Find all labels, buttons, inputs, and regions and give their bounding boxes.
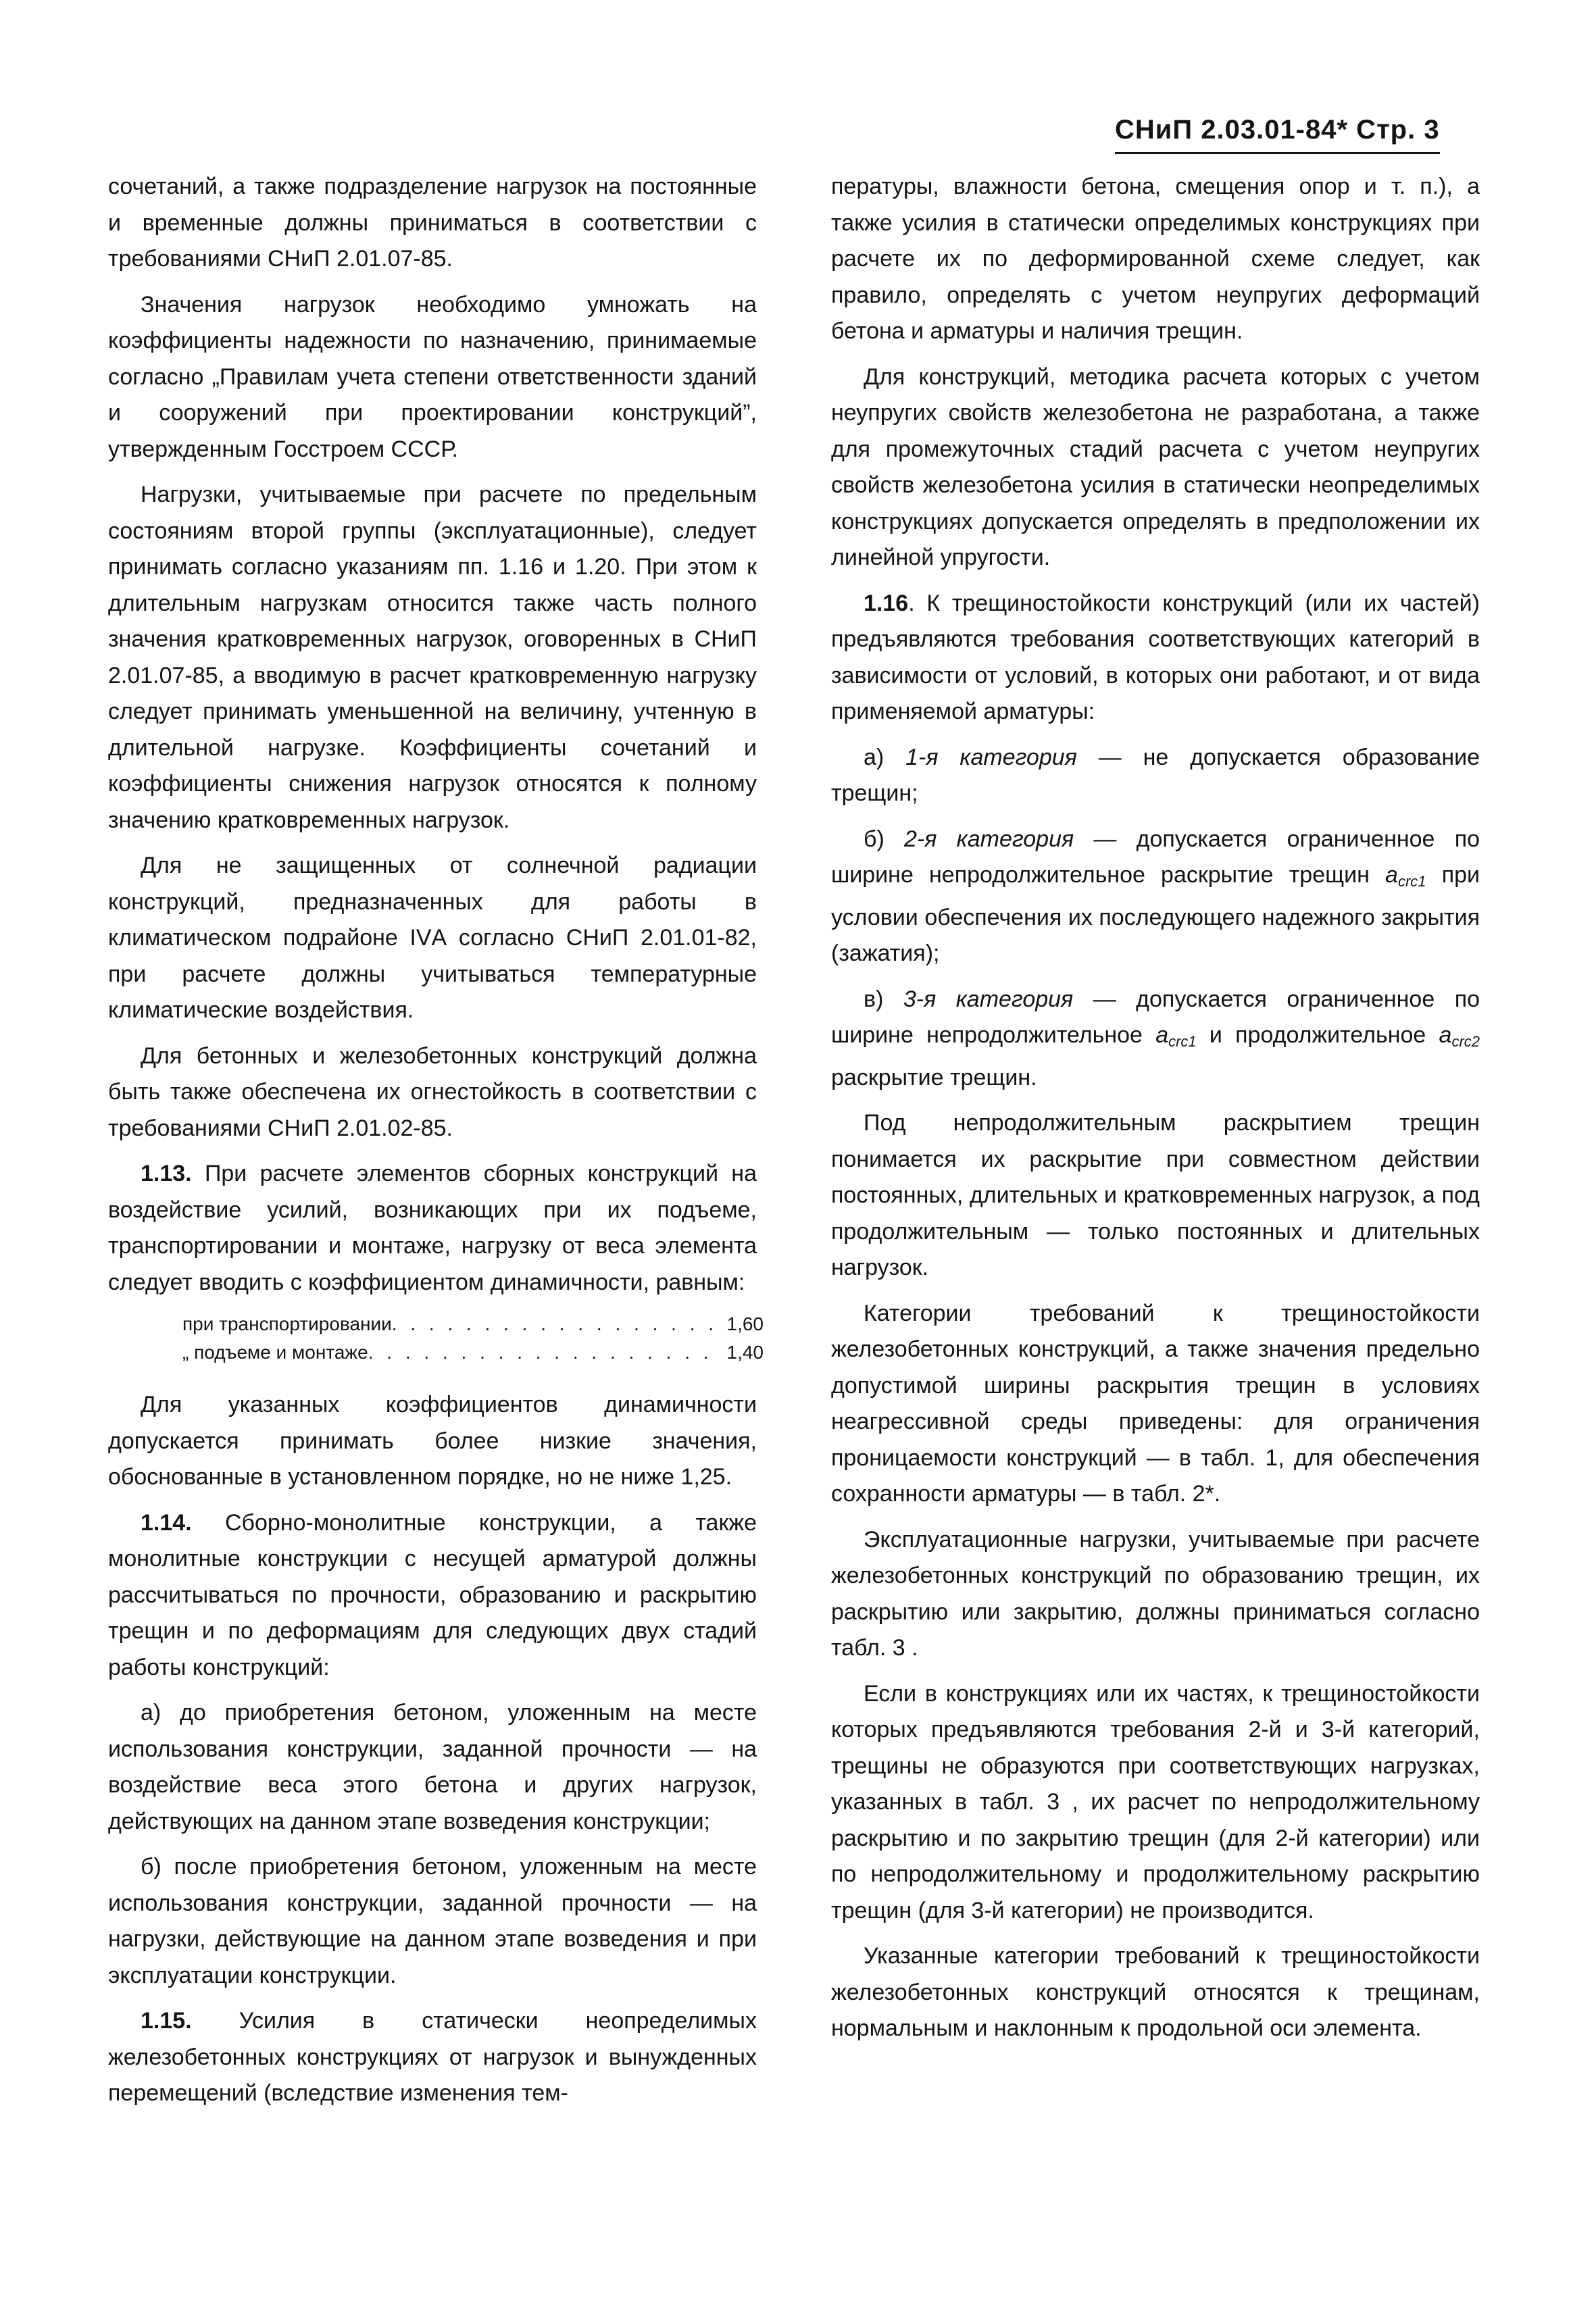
category-term: 1-я категория [905,744,1077,770]
coefficient-row [182,1338,764,1367]
category-term: 2-я категория [904,826,1074,852]
section-1-15 [108,2003,757,2112]
paragraph: Для бетонных и железобетонных конструкций должна быть также обеспечена их огнестойкость в соответствии с требованиями СНиП 2.01.02-85. [108,1042,757,1141]
crack-width-symbol: a [1439,1022,1452,1048]
crack-width-symbol: a [1385,862,1398,888]
section-number: 1.15. [141,2008,192,2034]
left-column [108,169,764,2121]
coefficient-value: 1,60 [726,1313,764,1334]
coefficient-row [182,1310,764,1338]
list-item: б) после приобретения бетоном, уложенным на месте использования конструкции, заданной прочности — на нагрузки, действующие на данном этапе возведения и при эксплуатации конструкции. [108,1854,757,1988]
leader-dots [368,1338,723,1367]
item-text: раскрытие трещин. [831,1064,1037,1090]
paragraph: Эксплуатационные нагрузки, учитываемые при расчете железобетонных конструкций по образованию трещин, их раскрытию или закрытию, должны приниматься согласно табл. 3 . [831,1526,1480,1661]
leader-dots [392,1310,723,1338]
section-text: Сборно-монолитные конструкции, а также монолитные конструкции с несущей арматурой должны рассчитываться по прочности, образованию и раскрытию трещин и по деформациям для следующих двух стадий работы конструкций: [108,1509,757,1680]
section-text: . К трещиностойкости конструкций (или их частей) предъявляются требования соответствующих категорий в зависимости от условий, в которых они работают, и от вида применяемой арматуры: [831,590,1480,724]
item-text: и продолжительное [1209,1022,1426,1048]
section-1-14 [108,1505,757,1686]
paragraph: Для не защищенных от солнечной радиации конструкций, предназначенных для работы в климатическом подрайоне IVА согласно СНиП 2.01.01-82, при расчете должны учитываться температурные климатические воздействия. [108,853,757,1023]
section-1-16 [831,586,1480,730]
item-marker: в) [864,986,884,1012]
paragraph: Указанные категории требований к трещиностойкости железобетонных конструкций относятся к трещинам, нормальным и наклонным к продольной оси элемента. [831,1943,1480,2041]
section-number: 1.14. [141,1509,192,1536]
symbol-subscript: crc1 [1397,873,1426,890]
paragraph: пературы, влажности бетона, смещения опор и т. п.), а также усилия в статически определимых конструкциях при расчете их по деформированной схеме следует, как правило, определять с учетом неупругих деформаций бетона и арматуры и наличия трещин. [831,174,1480,344]
section-number: 1.13. [141,1161,192,1186]
paragraph: сочетаний, а также подразделение нагрузок на постоянные и временные должны приниматься в соответствии с требованиями СНиП 2.01.07-85. [108,174,757,272]
symbol-subscript: crc1 [1168,1033,1197,1050]
coefficient-label: при транспортировании [182,1313,392,1334]
paragraph: Нагрузки, учитываемые при расчете по предельным состояниям второй группы (эксплуатационные), следует принимать согласно указаниям пп. 1.16 и 1.20. При этом к длительным нагрузкам относится также часть полного значения кратковременных нагрузок, оговоренных в СНиП 2.01.07-85, а вводимую в расчет кратковременную нагрузку следует принимать уменьшенной на величину, учтенную в длительной нагрузке. Коэффициенты сочетаний и коэффициенты снижения нагрузок относятся к полному значению кратковременных нагрузок. [108,482,757,833]
page-header: СНиП 2.03.01-84* Стр. 3 [1115,115,1440,154]
list-item: а) до приобретения бетоном, уложенным на месте использования конструкции, заданной прочности — на воздействие веса этого бетона и других нагрузок, действующих на данном этапе возведения конструкции; [108,1700,757,1834]
item-text: при условии обеспечения их последующего надежного закрытия (зажатия); [831,862,1480,966]
section-1-13 [108,1156,757,1301]
paragraph: Если в конструкциях или их частях, к трещиностойкости которых предъявляются требования 2-й и 3-й категорий, трещины не образуются при соответствующих нагрузках, указанных в табл. 3 , их расчет по непродолжительному раскрытию и по закрытию трещин (для 2-й категории) или по непродолжительному и продолжительному раскрытию трещин (для 3-й категории) не производится. [831,1680,1480,1923]
category-item-2 [831,822,1480,972]
right-column [831,169,1480,2057]
section-text: При расчете элементов сборных конструкций на воздействие усилий, возникающих при их подъеме, транспортировании и монтаже, нагрузку от веса элемента следует вводить с коэффициентом динамичности, равным: [108,1161,757,1295]
paragraph: Для конструкций, методика расчета которых с учетом неупругих свойств железобетона не разработана, а также для промежуточных стадий расчета с учетом неупругих свойств железобетона усилия в статически неопределимых конструкциях допускается определять в предположении их линейной упругости. [831,363,1480,570]
coefficient-label: „ подъеме и монтаже [182,1342,368,1363]
category-item-3 [831,982,1480,1097]
coefficient-list [182,1310,764,1367]
paragraph: Значения нагрузок необходимо умножать на коэффициенты надежности по назначению, принимаемые согласно „Правилам учета степени ответственности зданий и сооружений при проектировании конструкций”, утвержденным Госстроем СССР. [108,291,757,462]
section-number: 1.16 [864,590,909,616]
category-item-1 [831,740,1480,812]
item-text: — допускается ограниченное по ширине непродолжительное [831,986,1480,1048]
paragraph: Под непродолжительным раскрытием трещин понимается их раскрытие при совместном действии постоянных, длительных и кратковременных нагрузок, а под продолжительным — только постоянных и длительных нагрузок. [831,1110,1480,1280]
crack-width-symbol: a [1155,1022,1169,1048]
section-text: Усилия в статически неопределимых железобетонных конструкциях от нагрузок и вынужденных перемещений (вследствие изменения тем- [108,2008,757,2106]
item-text: — допускается ограниченное по ширине непродолжительное раскрытие трещин [831,826,1480,888]
coefficient-value: 1,40 [726,1342,764,1363]
item-marker: б) [864,826,884,852]
symbol-subscript: crc2 [1451,1033,1480,1050]
paragraph: Категории требований к трещиностойкости железобетонных конструкций, а также значения предельно допустимой ширины раскрытия трещин в условиях неагрессивной среды приведены: для ограничения проницаемости конструкций — в табл. 1, для обеспечения сохранности арматуры — в табл. 2*. [831,1300,1480,1507]
item-text: — не допускается образование трещин; [831,744,1480,806]
paragraph: Для указанных коэффициентов динамичности допускается принимать более низкие значения, обоснованные в установленном порядке, но не ниже 1,25. [108,1392,757,1490]
item-marker: а) [864,744,884,770]
category-term: 3-я категория [903,986,1074,1012]
